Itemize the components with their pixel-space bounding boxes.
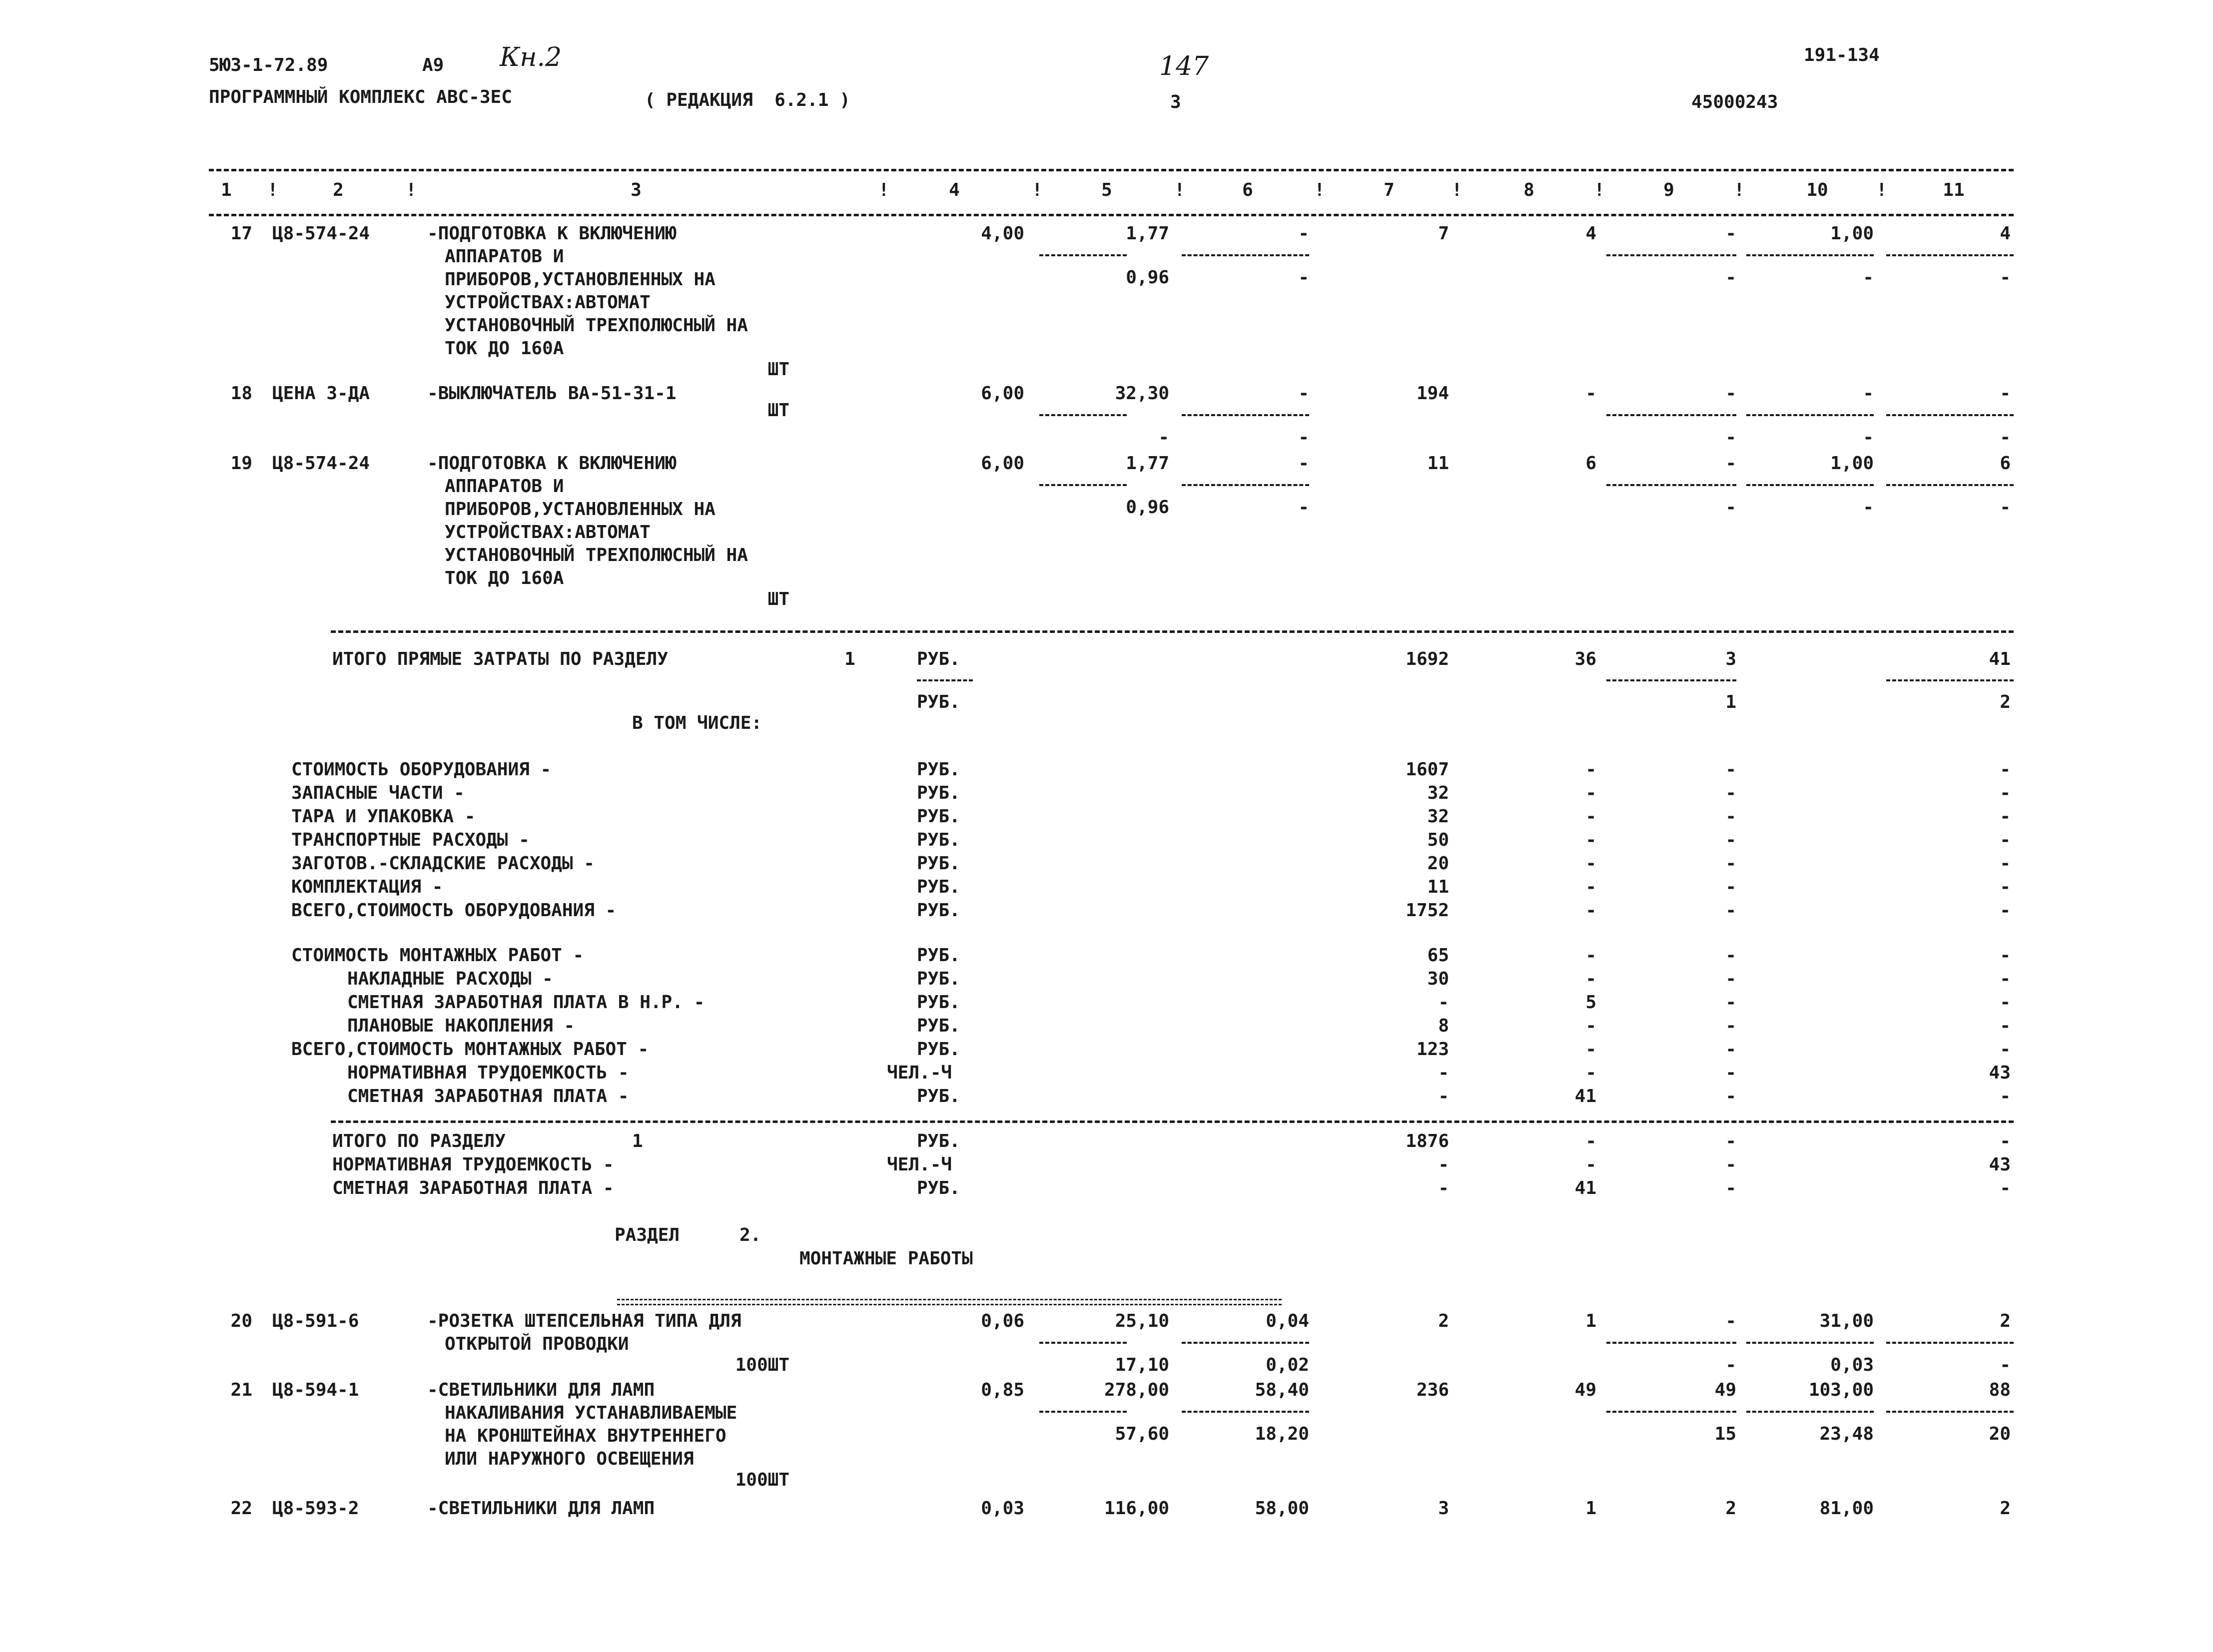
- row-c7: 236: [1416, 1380, 1449, 1400]
- row-unit: 100ШТ: [735, 1355, 789, 1375]
- row-c8: 1: [1585, 1498, 1596, 1519]
- row-c10: 81,00: [1819, 1498, 1874, 1519]
- row-code: Ц8-574-24: [272, 223, 370, 244]
- column-separator: !: [1452, 180, 1463, 200]
- row-description-line: -ПОДГОТОВКА К ВКЛЮЧЕНИЮ: [427, 453, 677, 474]
- breakdown-label: ТАРА И УПАКОВКА -: [291, 806, 476, 827]
- header-top-rule: [209, 169, 2014, 171]
- row-c5-underline: [1039, 1342, 1127, 1344]
- row-c9b: -: [1725, 427, 1736, 448]
- section-total-col7: 1876: [1406, 1131, 1449, 1151]
- row-c4: 6,00: [981, 453, 1024, 474]
- row-description-line: ТОК ДО 160А: [445, 568, 564, 588]
- row-c6-underline: [1182, 1342, 1309, 1344]
- breakdown-col7: 1752: [1406, 900, 1449, 921]
- breakdown-col7: 50: [1427, 830, 1449, 850]
- column-separator: !: [267, 180, 278, 200]
- column-separator: !: [1734, 180, 1745, 200]
- row-c6: 58,40: [1255, 1380, 1309, 1400]
- row-description-line: УСТАНОВОЧНЫЙ ТРЕХПОЛЮСНЫЙ НА: [445, 545, 748, 565]
- row-code: ЦЕНА 3-ДА: [272, 383, 370, 404]
- row-number: 19: [230, 453, 252, 474]
- breakdown-unit: РУБ.: [917, 806, 960, 827]
- section-total-label: НОРМАТИВНАЯ ТРУДОЕМКОСТЬ -: [332, 1154, 614, 1175]
- row-description-line: НАКАЛИВАНИЯ УСТАНАВЛИВАЕМЫЕ: [445, 1403, 738, 1423]
- breakdown-unit: РУБ.: [917, 945, 960, 966]
- column-header-cell: 3: [631, 180, 642, 200]
- row-description-line: ОТКРЫТОЙ ПРОВОДКИ: [445, 1334, 629, 1354]
- row-c11b: -: [2000, 1355, 2011, 1375]
- row-c4: 0,06: [981, 1311, 1024, 1331]
- row-c5-underline: [1039, 414, 1127, 416]
- breakdown-label: ТРАНСПОРТНЫЕ РАСХОДЫ -: [291, 830, 530, 850]
- totals-col11-2: 2: [2000, 692, 2011, 712]
- totals-col7: 1692: [1406, 649, 1449, 669]
- breakdown-col7: -: [1438, 1086, 1449, 1106]
- row-c9b: -: [1725, 267, 1736, 288]
- row-c5: 1,77: [1126, 223, 1169, 244]
- program-name: ПРОГРАММНЫЙ КОМПЛЕКС АВС-3ЕС: [209, 87, 512, 107]
- row-c5b: 0,96: [1126, 267, 1169, 288]
- breakdown-col7: 1607: [1406, 759, 1449, 780]
- row-number: 21: [230, 1380, 252, 1400]
- breakdown-col8: -: [1585, 806, 1596, 827]
- totals-label: ИТОГО ПРЯМЫЕ ЗАТРАТЫ ПО РАЗДЕЛУ: [332, 649, 668, 669]
- breakdown-unit: РУБ.: [917, 1016, 960, 1036]
- row-description-line: НА КРОНШТЕЙНАХ ВНУТРЕННЕГО: [445, 1426, 727, 1446]
- header-bottom-rule: [209, 214, 2014, 216]
- row-c11b: 20: [1989, 1424, 2011, 1444]
- row-unit: ШТ: [767, 359, 789, 380]
- section-total-col9: -: [1725, 1131, 1736, 1151]
- row-c5b: 17,10: [1115, 1355, 1169, 1375]
- totals-unit-rule: [917, 679, 973, 681]
- breakdown-unit: РУБ.: [917, 900, 960, 921]
- breakdown-col7: 123: [1416, 1039, 1449, 1060]
- totals-col9: 3: [1725, 649, 1736, 669]
- column-header-cell: 11: [1943, 180, 1965, 200]
- handwritten-page-number: 147: [1159, 51, 1209, 81]
- breakdown-col11: -: [2000, 900, 2011, 921]
- breakdown-col7: 11: [1427, 877, 1449, 897]
- column-separator: !: [1174, 180, 1185, 200]
- row-c8: 4: [1585, 223, 1596, 244]
- breakdown-label: НОРМАТИВНАЯ ТРУДОЕМКОСТЬ -: [347, 1063, 629, 1083]
- row-c6: 58,00: [1255, 1498, 1309, 1519]
- row-c9-underline: [1606, 254, 1736, 256]
- row-code: Ц8-594-1: [272, 1380, 359, 1400]
- breakdown-col7: 30: [1427, 969, 1449, 989]
- row-c11-underline: [1886, 414, 2014, 416]
- row-c6: -: [1298, 453, 1309, 474]
- breakdown-label: ПЛАНОВЫЕ НАКОПЛЕНИЯ -: [347, 1016, 575, 1036]
- breakdown-label: КОМПЛЕКТАЦИЯ -: [291, 877, 443, 897]
- breakdown-col8: -: [1585, 969, 1596, 989]
- row-description-line: -РОЗЕТКА ШТЕПСЕЛЬНАЯ ТИПА ДЛЯ: [427, 1311, 741, 1331]
- row-c9b: -: [1725, 497, 1736, 518]
- row-c11b: -: [2000, 427, 2011, 448]
- breakdown-col9: -: [1725, 853, 1736, 874]
- section-2-number: 2.: [739, 1225, 761, 1245]
- section-total-col7: -: [1438, 1154, 1449, 1175]
- breakdown-col8: -: [1585, 1063, 1596, 1083]
- row-c7: 11: [1427, 453, 1449, 474]
- row-c11: 6: [2000, 453, 2011, 474]
- breakdown-col11: 43: [1989, 1063, 2011, 1083]
- including-caption: В ТОМ ЧИСЛЕ:: [632, 713, 762, 733]
- breakdown-unit: РУБ.: [917, 830, 960, 850]
- row-c11-underline: [1886, 484, 2014, 486]
- section-total-col8: -: [1585, 1131, 1596, 1151]
- row-c6-underline: [1182, 254, 1309, 256]
- breakdown-col8: -: [1585, 759, 1596, 780]
- row-c7: 194: [1416, 383, 1449, 404]
- row-c5b: -: [1158, 427, 1169, 448]
- row-c5: 278,00: [1104, 1380, 1169, 1400]
- column-header-cell: 4: [949, 180, 960, 200]
- breakdown-col9: -: [1725, 969, 1736, 989]
- section-total-unit: РУБ.: [917, 1178, 960, 1198]
- breakdown-col8: -: [1585, 830, 1596, 850]
- breakdown-col11: -: [2000, 877, 2011, 897]
- row-c7: 3: [1438, 1498, 1449, 1519]
- row-description-line: ПРИБОРОВ,УСТАНОВЛЕННЫХ НА: [445, 269, 716, 290]
- breakdown-col9: -: [1725, 1016, 1736, 1036]
- column-header-cell: 2: [333, 180, 344, 200]
- row-c10b: 0,03: [1830, 1355, 1874, 1375]
- breakdown-col11: -: [2000, 783, 2011, 803]
- breakdown-col8: -: [1585, 853, 1596, 874]
- column-header-cell: 6: [1242, 180, 1253, 200]
- totals-unit: РУБ.: [917, 649, 960, 669]
- breakdown-label: ЗАПАСНЫЕ ЧАСТИ -: [291, 783, 465, 803]
- row-unit: 100ШТ: [735, 1470, 789, 1490]
- row-description-line: АППАРАТОВ И: [445, 246, 564, 267]
- row-code: Ц8-593-2: [272, 1498, 359, 1519]
- breakdown-unit: РУБ.: [917, 853, 960, 874]
- row-c11: 4: [2000, 223, 2011, 244]
- row-c7: 2: [1438, 1311, 1449, 1331]
- row-c6b: 0,02: [1266, 1355, 1309, 1375]
- row-c5: 116,00: [1104, 1498, 1169, 1519]
- row-description-line: -СВЕТИЛЬНИКИ ДЛЯ ЛАМП: [427, 1498, 655, 1519]
- row-c5b: 0,96: [1126, 497, 1169, 518]
- section-total-col8: 41: [1574, 1178, 1596, 1198]
- column-header-cell: 9: [1663, 180, 1674, 200]
- row-c9b: -: [1725, 1355, 1736, 1375]
- breakdown-col9: -: [1725, 900, 1736, 921]
- doc-code: 5ЮЗ-1-72.89: [209, 55, 328, 75]
- column-separator: !: [406, 180, 417, 200]
- section-totals-top-rule: [331, 1120, 2014, 1123]
- breakdown-unit: РУБ.: [917, 759, 960, 780]
- totals-unit-2: РУБ.: [917, 692, 960, 712]
- column-separator: !: [1314, 180, 1325, 200]
- breakdown-col11: -: [2000, 853, 2011, 874]
- breakdown-col9: -: [1725, 877, 1736, 897]
- breakdown-col11: -: [2000, 1086, 2011, 1106]
- row-c5: 32,30: [1115, 383, 1169, 404]
- row-c10b: 23,48: [1819, 1424, 1874, 1444]
- column-header-cell: 1: [221, 180, 232, 200]
- breakdown-col9: -: [1725, 1086, 1736, 1106]
- breakdown-label: СТОИМОСТЬ ОБОРУДОВАНИЯ -: [291, 759, 552, 780]
- program-edition: ( РЕДАКЦИЯ 6.2.1 ): [645, 90, 850, 110]
- row-code: Ц8-574-24: [272, 453, 370, 474]
- column-header-cell: 10: [1806, 180, 1828, 200]
- row-c11b: -: [2000, 497, 2011, 518]
- breakdown-col8: -: [1585, 877, 1596, 897]
- breakdown-unit: РУБ.: [917, 992, 960, 1013]
- row-c5: 25,10: [1115, 1311, 1169, 1331]
- section-total-col8: -: [1585, 1154, 1596, 1175]
- row-c8: 49: [1574, 1380, 1596, 1400]
- breakdown-col8: -: [1585, 1016, 1596, 1036]
- totals-col11-rule: [1886, 679, 2014, 681]
- row-c11-underline: [1886, 254, 2014, 256]
- breakdown-col8: -: [1585, 1039, 1596, 1060]
- row-c6: 0,04: [1266, 1311, 1309, 1331]
- section-total-label: ИТОГО ПО РАЗДЕЛУ: [332, 1131, 506, 1151]
- row-c6: -: [1298, 383, 1309, 404]
- breakdown-col9: -: [1725, 783, 1736, 803]
- totals-top-rule: [331, 630, 2014, 633]
- row-c10-underline: [1746, 484, 1874, 486]
- breakdown-col11: -: [2000, 1039, 2011, 1060]
- row-c5b: 57,60: [1115, 1424, 1169, 1444]
- breakdown-col7: 8: [1438, 1016, 1449, 1036]
- column-separator: !: [1594, 180, 1605, 200]
- section-total-col11: -: [2000, 1131, 2011, 1151]
- column-header-cell: 8: [1523, 180, 1534, 200]
- breakdown-col11: -: [2000, 945, 2011, 966]
- row-number: 22: [230, 1498, 252, 1519]
- section-total-col9: -: [1725, 1178, 1736, 1198]
- book-mark: Кн.2: [500, 42, 562, 72]
- document-code: 45000243: [1691, 92, 1778, 112]
- row-c8: -: [1585, 383, 1596, 404]
- row-number: 18: [230, 383, 252, 404]
- row-c6-underline: [1182, 484, 1309, 486]
- row-c10-underline: [1746, 254, 1874, 256]
- row-c11: 2: [2000, 1311, 2011, 1331]
- row-c4: 6,00: [981, 383, 1024, 404]
- breakdown-col8: -: [1585, 945, 1596, 966]
- row-c8: 1: [1585, 1311, 1596, 1331]
- breakdown-unit: РУБ.: [917, 877, 960, 897]
- section-total-col11: -: [2000, 1178, 2011, 1198]
- row-code: Ц8-591-6: [272, 1311, 359, 1331]
- document-number: 191-134: [1804, 45, 1880, 65]
- row-number: 20: [230, 1311, 252, 1331]
- row-c9-underline: [1606, 484, 1736, 486]
- breakdown-col9: -: [1725, 806, 1736, 827]
- breakdown-label: НАКЛАДНЫЕ РАСХОДЫ -: [347, 969, 553, 989]
- breakdown-col8: -: [1585, 900, 1596, 921]
- row-c9: -: [1725, 223, 1736, 244]
- row-c9: -: [1725, 453, 1736, 474]
- breakdown-col9: -: [1725, 945, 1736, 966]
- breakdown-label: СМЕТНАЯ ЗАРАБОТНАЯ ПЛАТА -: [347, 1086, 629, 1106]
- row-number: 17: [230, 223, 252, 244]
- breakdown-col9: -: [1725, 759, 1736, 780]
- section-total-col9: -: [1725, 1154, 1736, 1175]
- row-c9: 49: [1714, 1380, 1736, 1400]
- row-c11: -: [2000, 383, 2011, 404]
- row-c10: 31,00: [1819, 1311, 1874, 1331]
- breakdown-col7: -: [1438, 1063, 1449, 1083]
- row-c11b: -: [2000, 267, 2011, 288]
- totals-col9-2: 1: [1725, 692, 1736, 712]
- breakdown-label: ВСЕГО,СТОИМОСТЬ ОБОРУДОВАНИЯ -: [291, 900, 617, 921]
- section-total-col7: -: [1438, 1178, 1449, 1198]
- breakdown-label: СТОИМОСТЬ МОНТАЖНЫХ РАБОТ -: [291, 945, 584, 966]
- row-description-line: -ПОДГОТОВКА К ВКЛЮЧЕНИЮ: [427, 223, 677, 244]
- row-c11: 88: [1989, 1380, 2011, 1400]
- breakdown-unit: РУБ.: [917, 783, 960, 803]
- row-c10-underline: [1746, 414, 1874, 416]
- breakdown-col11: -: [2000, 759, 2011, 780]
- row-c10: 1,00: [1830, 453, 1874, 474]
- row-c6: -: [1298, 223, 1309, 244]
- column-separator: !: [1032, 180, 1043, 200]
- totals-col9-rule: [1606, 679, 1736, 681]
- breakdown-unit: РУБ.: [917, 1039, 960, 1060]
- section-total-unit: РУБ.: [917, 1131, 960, 1151]
- breakdown-col11: -: [2000, 969, 2011, 989]
- row-c6b: -: [1298, 427, 1309, 448]
- row-c9: -: [1725, 383, 1736, 404]
- row-c5-underline: [1039, 484, 1127, 486]
- breakdown-col9: -: [1725, 992, 1736, 1013]
- breakdown-col7: 32: [1427, 806, 1449, 827]
- breakdown-unit: РУБ.: [917, 969, 960, 989]
- breakdown-col8: 41: [1574, 1086, 1596, 1106]
- totals-col8: 36: [1574, 649, 1596, 669]
- row-c9: -: [1725, 1311, 1736, 1331]
- row-c10: 1,00: [1830, 223, 1874, 244]
- breakdown-col11: -: [2000, 806, 2011, 827]
- row-description-line: ПРИБОРОВ,УСТАНОВЛЕННЫХ НА: [445, 499, 716, 520]
- column-separator: !: [878, 180, 889, 200]
- section-total-unit: ЧЕЛ.-Ч: [887, 1154, 952, 1175]
- row-c6b: -: [1298, 267, 1309, 288]
- row-c9-underline: [1606, 1342, 1736, 1344]
- row-c9-underline: [1606, 414, 1736, 416]
- format-mark: А9: [422, 55, 444, 75]
- row-c5: 1,77: [1126, 453, 1169, 474]
- row-c9-underline: [1606, 1411, 1736, 1413]
- breakdown-col11: -: [2000, 1016, 2011, 1036]
- row-description-line: АППАРАТОВ И: [445, 476, 564, 497]
- row-description-line: -СВЕТИЛЬНИКИ ДЛЯ ЛАМП: [427, 1380, 655, 1400]
- row-unit: ШТ: [767, 589, 789, 609]
- row-c4: 4,00: [981, 223, 1024, 244]
- row-c5-underline: [1039, 254, 1127, 256]
- breakdown-col7: 20: [1427, 853, 1449, 874]
- row-c7: 7: [1438, 223, 1449, 244]
- section-2-label: РАЗДЕЛ: [615, 1225, 680, 1245]
- breakdown-col9: -: [1725, 1039, 1736, 1060]
- breakdown-label: ЗАГОТОВ.-СКЛАДСКИЕ РАСХОДЫ -: [291, 853, 595, 874]
- row-c6b: -: [1298, 497, 1309, 518]
- section-2-title: МОНТАЖНЫЕ РАБОТЫ: [799, 1248, 973, 1269]
- section-total-label: СМЕТНАЯ ЗАРАБОТНАЯ ПЛАТА -: [332, 1178, 614, 1198]
- row-c10b: -: [1863, 427, 1874, 448]
- totals-section-number: 1: [844, 649, 855, 669]
- row-c9: 2: [1725, 1498, 1736, 1519]
- sheet-number: 3: [1170, 92, 1181, 112]
- breakdown-col9: -: [1725, 830, 1736, 850]
- row-c5-underline: [1039, 1411, 1127, 1413]
- section-2-double-rule: [617, 1299, 1282, 1305]
- row-description-line: УСТРОЙСТВАХ:АВТОМАТ: [445, 522, 651, 543]
- row-description-line: УСТРОЙСТВАХ:АВТОМАТ: [445, 292, 651, 313]
- section-total-col11: 43: [1989, 1154, 2011, 1175]
- row-c8: 6: [1585, 453, 1596, 474]
- row-c4: 0,85: [981, 1380, 1024, 1400]
- row-c10-underline: [1746, 1411, 1874, 1413]
- section-total-number: 1: [632, 1131, 643, 1151]
- row-unit: ШТ: [767, 400, 789, 421]
- breakdown-col7: 32: [1427, 783, 1449, 803]
- breakdown-col8: 5: [1585, 992, 1596, 1013]
- row-description-line: -ВЫКЛЮЧАТЕЛЬ ВА-51-31-1: [427, 383, 677, 404]
- row-description-line: ТОК ДО 160А: [445, 338, 564, 359]
- row-c10: -: [1863, 383, 1874, 404]
- column-header-cell: 5: [1101, 180, 1112, 200]
- row-description-line: ИЛИ НАРУЖНОГО ОСВЕЩЕНИЯ: [445, 1449, 694, 1469]
- row-c4: 0,03: [981, 1498, 1024, 1519]
- row-c10: 103,00: [1808, 1380, 1874, 1400]
- row-c9b: 15: [1714, 1424, 1736, 1444]
- row-c6-underline: [1182, 1411, 1309, 1413]
- column-header-cell: 7: [1384, 180, 1395, 200]
- breakdown-col7: 65: [1427, 945, 1449, 966]
- totals-col11: 41: [1989, 649, 2011, 669]
- breakdown-col11: -: [2000, 992, 2011, 1013]
- row-c10-underline: [1746, 1342, 1874, 1344]
- row-c11-underline: [1886, 1411, 2014, 1413]
- row-c11-underline: [1886, 1342, 2014, 1344]
- breakdown-col11: -: [2000, 830, 2011, 850]
- breakdown-col9: -: [1725, 1063, 1736, 1083]
- breakdown-label: ВСЕГО,СТОИМОСТЬ МОНТАЖНЫХ РАБОТ -: [291, 1039, 649, 1060]
- row-description-line: УСТАНОВОЧНЫЙ ТРЕХПОЛЮСНЫЙ НА: [445, 315, 748, 336]
- row-c6-underline: [1182, 414, 1309, 416]
- breakdown-col8: -: [1585, 783, 1596, 803]
- breakdown-col7: -: [1438, 992, 1449, 1013]
- breakdown-unit: ЧЕЛ.-Ч: [887, 1063, 952, 1083]
- breakdown-unit: РУБ.: [917, 1086, 960, 1106]
- row-c10b: -: [1863, 497, 1874, 518]
- row-c10b: -: [1863, 267, 1874, 288]
- column-separator: !: [1876, 180, 1887, 200]
- row-c6b: 18,20: [1255, 1424, 1309, 1444]
- row-c11: 2: [2000, 1498, 2011, 1519]
- breakdown-label: СМЕТНАЯ ЗАРАБОТНАЯ ПЛАТА В Н.Р. -: [347, 992, 705, 1013]
